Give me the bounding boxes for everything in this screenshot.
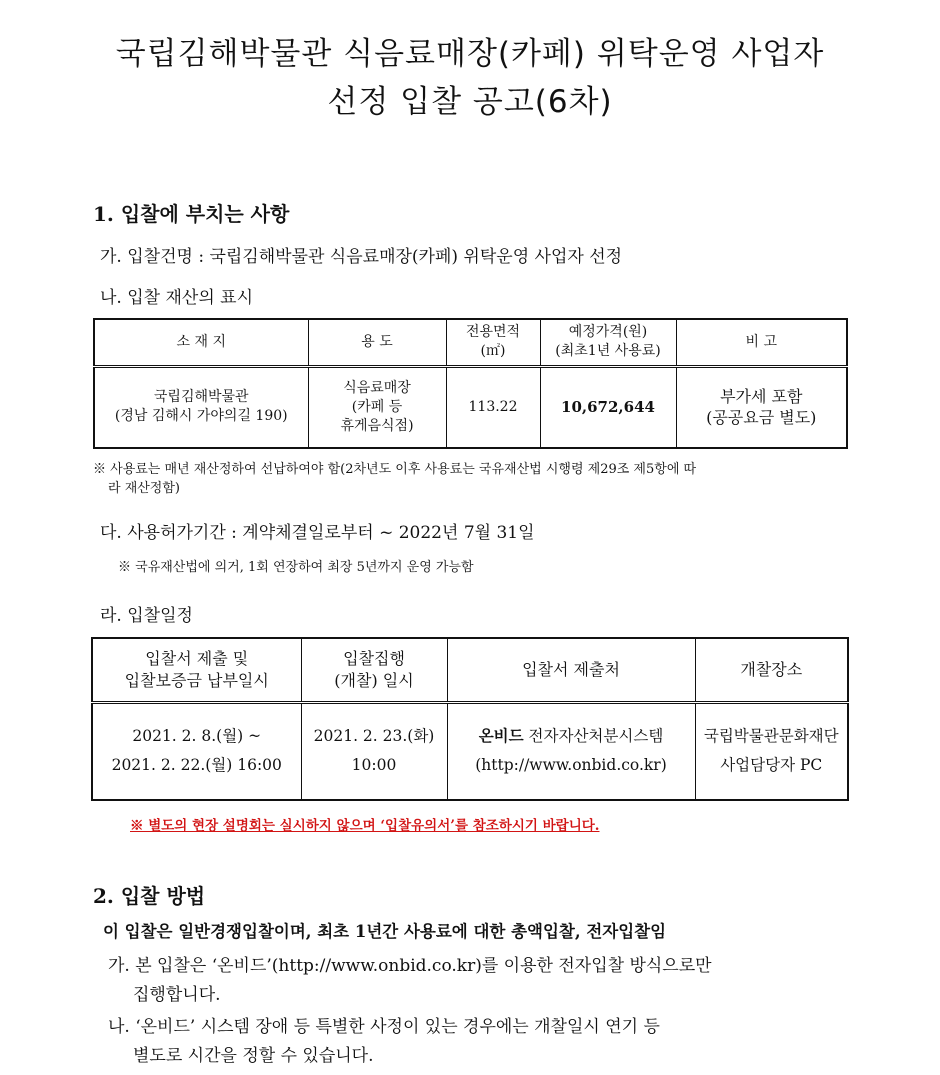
usage-line3: 휴게음식점) (340, 417, 414, 434)
schedule-header-place: 개찰장소 (695, 638, 848, 702)
item-bid-name: 가. 입찰건명 : 국립김해박물관 식음료매장(카페) 위탁운영 사업자 선정 (100, 247, 623, 267)
schedule-header-submission-line1: 입찰서 제출 및 (145, 649, 249, 669)
schedule-header-opening-line2: (개찰) 일시 (334, 670, 414, 690)
item-system-failure-line1: 나. ‘온비드’ 시스템 장애 등 특별한 사정이 있는 경우에는 개찰일시 연기 등 (108, 1017, 660, 1037)
header-usage: 용 도 (308, 319, 446, 366)
cell-area: 113.22 (446, 366, 540, 448)
item-electronic-bid-line2: 집행합니다. (133, 985, 221, 1005)
document-title-line2: 선정 입찰 공고(6차) (327, 84, 613, 120)
header-price-line1: 예정가격(원) (568, 324, 648, 341)
section2-summary: 이 입찰은 일반경쟁입찰이며, 최초 1년간 사용료에 대한 총액입찰, 전자입찰임 (103, 922, 667, 941)
destination-line1 (450, 726, 693, 747)
header-remarks: 비 고 (676, 319, 847, 366)
header-area-line2: (㎡) (480, 343, 506, 360)
item-property-label: 나. 입찰 재산의 표시 (100, 288, 253, 308)
schedule-table (91, 637, 849, 801)
location-line1: 국립김해박물관 (153, 389, 249, 406)
item-electronic-bid-line1: 가. 본 입찰은 ‘온비드’(http://www.onbid.co.kr)를 이용한 전자입찰 방식으로만 (108, 956, 712, 976)
location-line2: (경남 김해시 가야의길 190) (114, 408, 288, 425)
cell-usage (308, 366, 446, 448)
header-price (540, 319, 676, 366)
item-schedule-label: 라. 입찰일정 (100, 606, 193, 626)
schedule-cell-place (695, 702, 848, 800)
place-line2: 사업담당자 PC (720, 756, 823, 775)
place-line1: 국립박물관문화재단 (703, 727, 839, 746)
section1-heading: 1. 입찰에 부치는 사항 (93, 202, 290, 226)
item-system-failure-line2: 별도로 시간을 정할 수 있습니다. (133, 1046, 374, 1066)
onbid-name: 온비드 (478, 726, 524, 746)
schedule-header-submission (92, 638, 301, 702)
usage-line2: (카페 등 (351, 398, 403, 415)
remarks-line1: 부가세 포함 (720, 386, 803, 406)
submission-line1: 2021. 2. 8.(월) ~ (132, 727, 262, 746)
header-location: 소 재 지 (94, 319, 308, 366)
onbid-system: 전자자산처분시스템 (523, 727, 664, 746)
opening-line1: 2021. 2. 23.(화) (313, 727, 435, 746)
cell-price: 10,672,644 (540, 366, 676, 448)
remarks-line2: (공공요금 별도) (706, 408, 817, 428)
submission-line2: 2021. 2. 22.(월) 16:00 (111, 756, 282, 775)
schedule-cell-destination (447, 702, 695, 800)
schedule-cell-opening (301, 702, 447, 800)
schedule-header-opening-line1: 입찰집행 (343, 649, 405, 669)
cell-remarks (676, 366, 847, 448)
note-fee-line1: ※ 사용료는 매년 재산정하여 선납하여야 함(2차년도 이후 사용료는 국유재산법 시행령 제29조 제5항에 따 (93, 462, 697, 477)
cell-location (94, 366, 308, 448)
header-price-line2: (최초1년 사용료) (555, 343, 661, 360)
schedule-table-row (92, 702, 848, 800)
schedule-header-submission-line2: 입찰보증금 납부일시 (124, 670, 269, 690)
onbid-url[interactable]: (http://www.onbid.co.kr) (475, 756, 667, 775)
schedule-table-header (92, 638, 848, 702)
property-table (93, 318, 848, 449)
schedule-header-destination: 입찰서 제출처 (447, 638, 695, 702)
schedule-header-opening (301, 638, 447, 702)
header-area-line1: 전용면적 (465, 324, 521, 341)
item-permit-period: 다. 사용허가기간 : 계약체결일로부터 ~ 2022년 7월 31일 (100, 523, 535, 543)
header-area (446, 319, 540, 366)
usage-line1: 식음료매장 (343, 379, 411, 396)
note-no-briefing: ※ 별도의 현장 설명회는 실시하지 않으며 ‘입찰유의서’를 참조하시기 바랍니다. (130, 818, 600, 834)
opening-line2: 10:00 (351, 756, 397, 775)
property-table-header (94, 319, 847, 366)
property-table-row (94, 366, 847, 448)
note-fee-line2: 라 재산정함) (108, 481, 180, 496)
document-title-line1: 국립김해박물관 식음료매장(카페) 위탁운영 사업자 (115, 36, 825, 72)
note-extension: ※ 국유재산법에 의거, 1회 연장하여 최장 5년까지 운영 가능함 (118, 560, 474, 575)
section2-heading: 2. 입찰 방법 (93, 884, 206, 908)
schedule-cell-submission (92, 702, 301, 800)
